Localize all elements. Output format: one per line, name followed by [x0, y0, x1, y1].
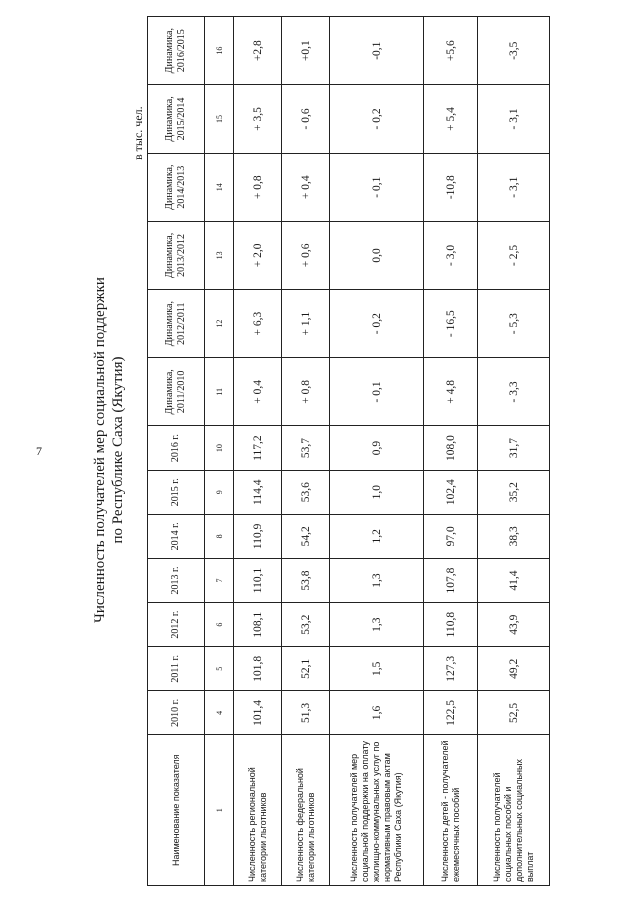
table-cell: + 6,3: [234, 290, 282, 358]
column-number: 15: [205, 85, 234, 153]
table-cell: 53,8: [282, 558, 330, 602]
column-header: 2011 г.: [148, 647, 205, 691]
table-cell: - 3,3: [478, 358, 550, 426]
table-cell: - 5,3: [478, 290, 550, 358]
table-cell: + 0,6: [282, 221, 330, 289]
table-cell: -0,1: [330, 17, 424, 85]
table-cell: 31,7: [478, 426, 550, 470]
unit-label: в тыс. чел.: [131, 106, 145, 160]
column-header: Динамика, 2015/2014: [148, 85, 205, 153]
table-cell: + 5,4: [424, 85, 478, 153]
column-number: 13: [205, 221, 234, 289]
row-name: Численность региональной категории льготников: [234, 735, 282, 886]
document-title-line2: по Республике Саха (Якутия): [110, 356, 126, 544]
column-header: 2012 г.: [148, 603, 205, 647]
column-number: 1: [205, 735, 234, 886]
rotated-page-content: [0, 10, 620, 890]
table-cell: + 0,8: [234, 153, 282, 221]
table-cell: 1,3: [330, 603, 424, 647]
table-cell: 41,4: [478, 558, 550, 602]
table-cell: 0,0: [330, 221, 424, 289]
row-name: Численность детей - получателей ежемесячных пособий: [424, 735, 478, 886]
table-cell: 101,4: [234, 691, 282, 735]
table-cell: 53,6: [282, 470, 330, 514]
table-cell: 49,2: [478, 647, 550, 691]
table-cell: - 0,6: [282, 85, 330, 153]
table-cell: - 0,2: [330, 290, 424, 358]
document-title-line1: Численность получателей мер социальной поддержки: [92, 277, 108, 623]
table-cell: - 3,1: [478, 153, 550, 221]
column-header: 2014 г.: [148, 514, 205, 558]
column-number: 6: [205, 603, 234, 647]
column-number: 7: [205, 558, 234, 602]
table-cell: +5,6: [424, 17, 478, 85]
table-cell: -3,5: [478, 17, 550, 85]
table-cell: 110,9: [234, 514, 282, 558]
table-cell: + 0,8: [282, 358, 330, 426]
column-number-row: [205, 17, 234, 886]
table-cell: -10,8: [424, 153, 478, 221]
table-cell: + 3,5: [234, 85, 282, 153]
table-cell: 108,0: [424, 426, 478, 470]
table-cell: 35,2: [478, 470, 550, 514]
table-cell: 0,9: [330, 426, 424, 470]
column-number: 12: [205, 290, 234, 358]
column-header: 2016 г.: [148, 426, 205, 470]
table-cell: + 2,0: [234, 221, 282, 289]
table-row: [330, 17, 424, 886]
column-header: 2013 г.: [148, 558, 205, 602]
column-header: 2015 г.: [148, 470, 205, 514]
table-cell: +2,8: [234, 17, 282, 85]
table-row: [234, 17, 282, 886]
social-support-table: [147, 16, 550, 886]
table-cell: - 3,1: [478, 85, 550, 153]
table-cell: 108,1: [234, 603, 282, 647]
table-cell: 43,9: [478, 603, 550, 647]
table-cell: 38,3: [478, 514, 550, 558]
column-header: Динамика, 2011/2010: [148, 358, 205, 426]
row-name: Численность получателей мер социальной поддержки на оплату жилищно-коммунальных услуг по нормативным правовым актам Республики Саха (Якутия): [330, 735, 424, 886]
column-number: 8: [205, 514, 234, 558]
column-number: 9: [205, 470, 234, 514]
table-row: [282, 17, 330, 886]
table-cell: 114,4: [234, 470, 282, 514]
table-cell: + 0,4: [234, 358, 282, 426]
table-cell: 1,5: [330, 647, 424, 691]
table-cell: 1,2: [330, 514, 424, 558]
column-number: 11: [205, 358, 234, 426]
column-header: Наименование показателя: [148, 735, 205, 886]
table-cell: 102,4: [424, 470, 478, 514]
table-row: [424, 17, 478, 886]
column-number: 10: [205, 426, 234, 470]
table-cell: 52,5: [478, 691, 550, 735]
page-number: 7: [36, 444, 42, 458]
table-cell: 97,0: [424, 514, 478, 558]
table-row: [478, 17, 550, 886]
table-cell: +0,1: [282, 17, 330, 85]
table-cell: 54,2: [282, 514, 330, 558]
column-header: 2010 г.: [148, 691, 205, 735]
column-number: 4: [205, 691, 234, 735]
table-cell: 122,5: [424, 691, 478, 735]
table-cell: 110,1: [234, 558, 282, 602]
table-cell: - 0,1: [330, 358, 424, 426]
table-cell: 127,3: [424, 647, 478, 691]
column-header: Динамика, 2014/2013: [148, 153, 205, 221]
table-cell: + 4,8: [424, 358, 478, 426]
table-cell: 53,2: [282, 603, 330, 647]
table-cell: 53,7: [282, 426, 330, 470]
table-cell: 51,3: [282, 691, 330, 735]
column-number: 16: [205, 17, 234, 85]
row-name: Численность федеральной категории льготников: [282, 735, 330, 886]
table-cell: - 3,0: [424, 221, 478, 289]
header-row: [148, 17, 205, 886]
table-cell: - 0,1: [330, 153, 424, 221]
column-number: 5: [205, 647, 234, 691]
table-cell: 110,8: [424, 603, 478, 647]
column-header: Динамика, 2013/2012: [148, 221, 205, 289]
table-cell: 101,8: [234, 647, 282, 691]
table-cell: 107,8: [424, 558, 478, 602]
table-cell: 52,1: [282, 647, 330, 691]
column-number: 14: [205, 153, 234, 221]
row-name: Численность получателей социальных пособий и дополнительных социальных выплат: [478, 735, 550, 886]
column-header: Динамика, 2012/2011: [148, 290, 205, 358]
table-cell: 1,6: [330, 691, 424, 735]
table-cell: + 0,4: [282, 153, 330, 221]
table-cell: + 1,1: [282, 290, 330, 358]
table-cell: 1,0: [330, 470, 424, 514]
table-cell: 1,3: [330, 558, 424, 602]
table-cell: - 2,5: [478, 221, 550, 289]
table-cell: 117,2: [234, 426, 282, 470]
table-cell: - 16,5: [424, 290, 478, 358]
table-cell: - 0,2: [330, 85, 424, 153]
column-header: Динамика, 2016/2015: [148, 17, 205, 85]
